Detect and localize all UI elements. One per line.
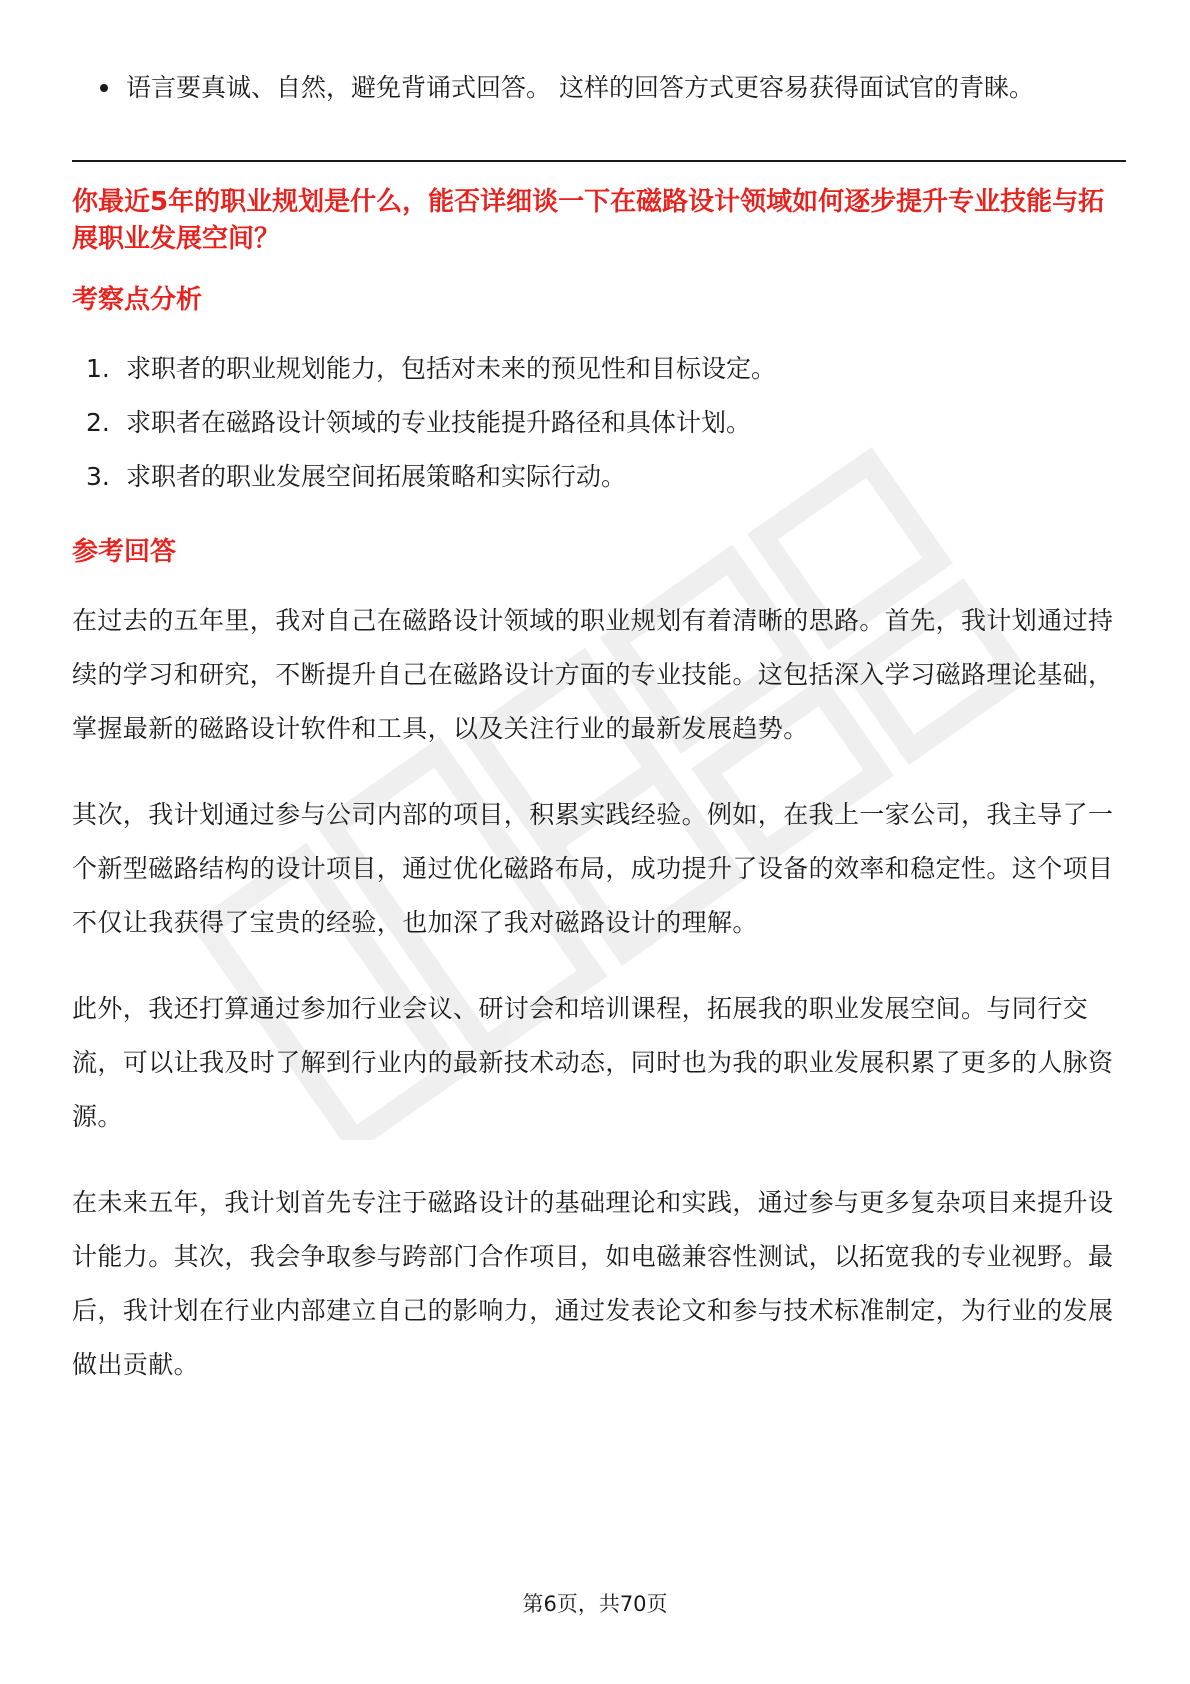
list-text: 求职者在磁路设计领域的专业技能提升路径和具体计划。 — [126, 408, 752, 437]
list-number: 2. — [86, 408, 110, 437]
answer-paragraph: 其次，我计划通过参与公司内部的项目，积累实践经验。例如，在我上一家公司，我主导了一个新型磁路结构的设计项目，通过优化磁路布局，成功提升了设备的效率和稳定性。这个项目不仅让我获得了宝贵的经验，也加深了我对磁路设计的理解。 — [72, 800, 1114, 937]
tips-bullet-list — [72, 60, 1118, 116]
bullet-text: 语言要真诚、自然，避免背诵式回答。 这样的回答方式更容易获得面试官的青睐。 — [126, 73, 1034, 102]
list-item — [72, 60, 1118, 116]
analysis-heading: 考察点分析 — [72, 285, 203, 315]
list-number: 1. — [86, 354, 110, 383]
page-number: 第6页，共70页 — [522, 1592, 668, 1616]
list-text: 求职者的职业规划能力，包括对未来的预见性和目标设定。 — [126, 354, 777, 383]
list-item — [72, 450, 1118, 504]
analysis-list — [72, 342, 1118, 504]
answer-paragraph: 此外，我还打算通过参加行业会议、研讨会和培训课程，拓展我的职业发展空间。与同行交流，可以让我及时了解到行业内的最新技术动态，同时也为我的职业发展积累了更多的人脉资源。 — [72, 994, 1114, 1131]
list-text: 求职者的职业发展空间拓展策略和实际行动。 — [126, 462, 627, 491]
answer-paragraph: 在过去的五年里，我对自己在磁路设计领域的职业规划有着清晰的思路。首先，我计划通过持续的学习和研究，不断提升自己在磁路设计方面的专业技能。这包括深入学习磁路理论基础，掌握最新的磁路设计软件和工具，以及关注行业的最新发展趋势。 — [72, 606, 1114, 743]
answer-heading: 参考回答 — [72, 537, 177, 567]
answer-paragraph: 在未来五年，我计划首先专注于磁路设计的基础理论和实践，通过参与更多复杂项目来提升设计能力。其次，我会争取参与跨部门合作项目，如电磁兼容性测试，以拓宽我的专业视野。最后，我计划在行业内部建立自己的影响力，通过发表论文和参与技术标准制定，为行业的发展做出贡献。 — [72, 1188, 1114, 1379]
interview-question: 你最近5年的职业规划是什么，能否详细谈一下在磁路设计领域如何逐步提升专业技能与拓展职业发展空间？ — [72, 187, 1105, 254]
list-number: 3. — [86, 462, 110, 491]
list-item — [72, 342, 1118, 396]
content-area — [72, 60, 1118, 1392]
bullet-dot-icon — [100, 84, 108, 92]
list-item — [72, 396, 1118, 450]
section-divider — [72, 160, 1126, 162]
